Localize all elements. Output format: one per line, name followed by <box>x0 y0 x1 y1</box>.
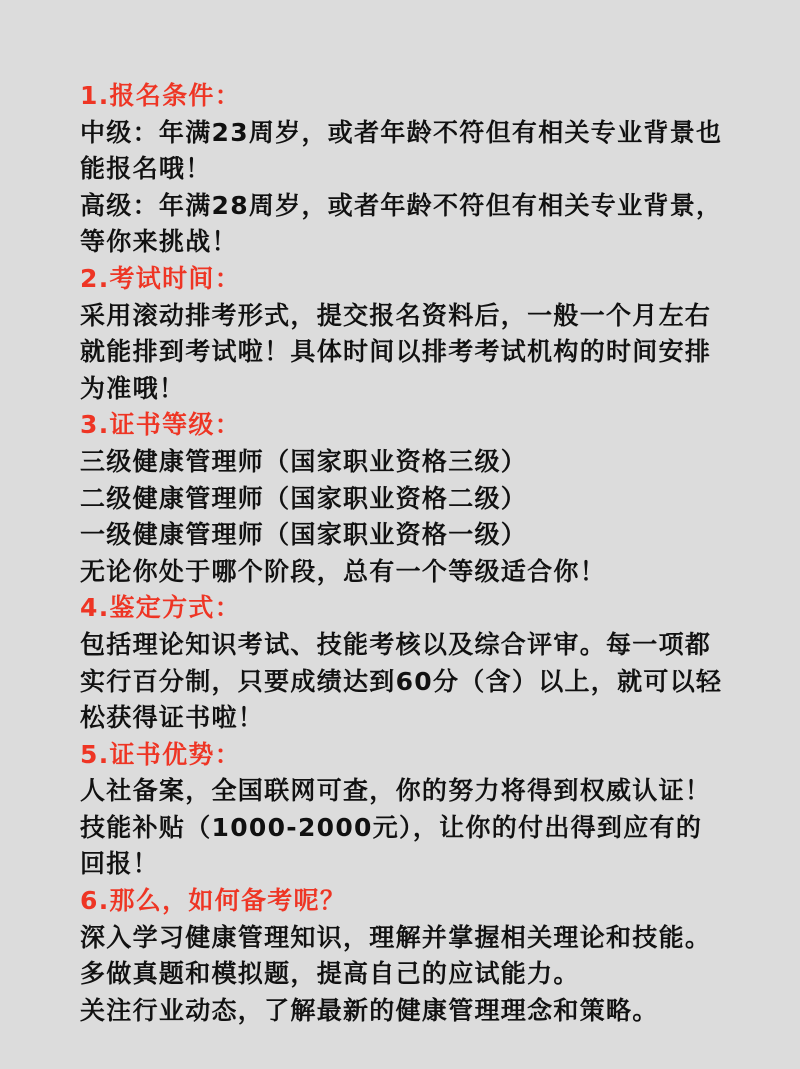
body-line: 包括理论知识考试、技能考核以及综合评审。每一项都 <box>80 629 712 659</box>
body-line: 就能排到考试啦！具体时间以排考考试机构的时间安排 <box>80 337 712 367</box>
body-line: 一级健康管理师（国家职业资格一级） <box>80 520 528 550</box>
body-line: 能报名哦！ <box>80 154 212 184</box>
body-line: 多做真题和模拟题，提高自己的应试能力。 <box>80 959 580 989</box>
section-heading: 4.鉴定方式： <box>80 593 241 623</box>
body-line: 等你来挑战！ <box>80 227 238 257</box>
body-line: 采用滚动排考形式，提交报名资料后，一般一个月左右 <box>80 300 712 330</box>
body-line: 中级：年满23周岁，或者年龄不符但有相关专业背景也 <box>80 117 723 147</box>
section-heading: 2.考试时间： <box>80 263 241 293</box>
body-line: 高级：年满28周岁，或者年龄不符但有相关专业背景， <box>80 190 723 220</box>
section-assessment-method <box>80 590 723 736</box>
body-line: 技能补贴（1000-2000元），让你的付出得到应有的 <box>80 812 703 842</box>
section-heading: 5.证书优势： <box>80 739 241 769</box>
body-line: 实行百分制，只要成绩达到60分（含）以上，就可以轻 <box>80 666 723 696</box>
body-line: 深入学习健康管理知识，理解并掌握相关理论和技能。 <box>80 922 712 952</box>
body-line: 为准哦！ <box>80 373 186 403</box>
section-registration-conditions <box>80 78 723 261</box>
section-heading: 1.报名条件： <box>80 81 241 110</box>
section-certificate-advantages <box>80 737 720 883</box>
section-heading: 6.那么，如何备考呢？ <box>80 886 347 916</box>
body-line: 二级健康管理师（国家职业资格二级） <box>80 483 528 513</box>
body-line: 回报！ <box>80 849 159 879</box>
body-line: 松获得证书啦！ <box>80 703 265 733</box>
section-how-to-prepare <box>80 883 720 1029</box>
body-line: 无论你处于哪个阶段，总有一个等级适合你！ <box>80 556 607 586</box>
body-line: 关注行业动态，了解最新的健康管理理念和策略。 <box>80 995 659 1025</box>
section-exam-time <box>80 261 720 407</box>
body-line: 人社备案，全国联网可查，你的努力将得到权威认证！ <box>80 776 712 806</box>
section-certificate-levels <box>80 407 720 590</box>
body-line: 三级健康管理师（国家职业资格三级） <box>80 446 528 476</box>
section-heading: 3.证书等级： <box>80 410 241 440</box>
